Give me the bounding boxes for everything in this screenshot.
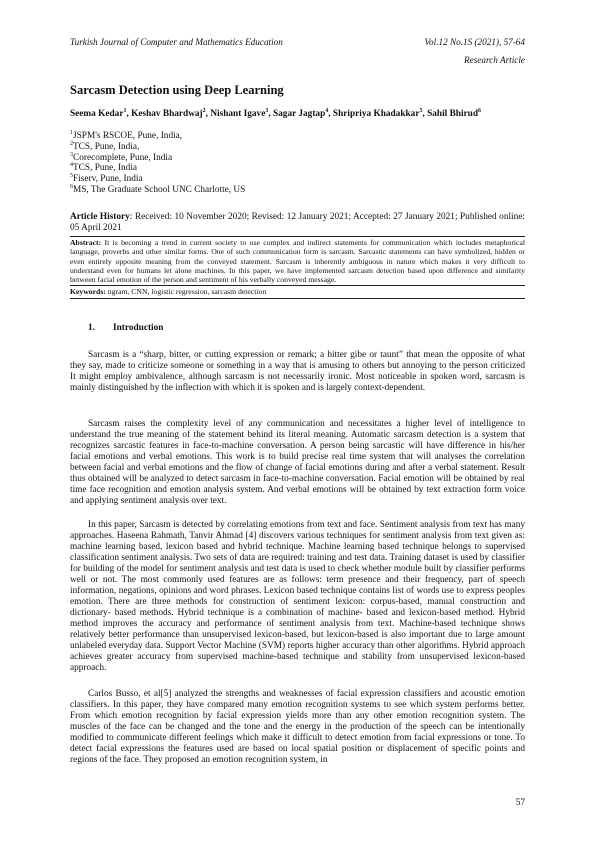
affiliation-text: Fiserv, Pune, India (73, 174, 143, 185)
author-name: Nishant Igave (210, 109, 266, 119)
author-name: Shripriya Khadakkar (332, 109, 420, 119)
journal-name: Turkish Journal of Computer and Mathematics Education (70, 37, 283, 47)
affiliation-sup: 5 (70, 173, 73, 180)
section-heading (88, 323, 163, 333)
paper-title: Sarcasm Detection using Deep Learning (70, 83, 284, 97)
affiliation-sup: 3 (70, 151, 73, 158)
affiliation-line (70, 131, 245, 142)
section-title: Introduction (113, 323, 164, 333)
paragraph-text: Sarcasm raises the complexity level of any communication and necessitates a higher level of intelligence to understand the true meaning of the statement behind its literal meaning. Automatic sarcasm detection is a system that recognizes sarcastic features in face-to-machine conversation. A person being sarcastic will have difference in his/her facial emotions and verbal emotions. This work is to build precise real time system that will analyses the correlation between facial and verbal emotions and the flow of change of facial emotions during and after a verbal statement. Result thus obtained will be analyzed to detect sarcasm in face-to-machine conversation. Facial emotion will be obtained by real time face recognition and emotion analysis system. And verbal emotions will be obtained by text extraction form voice and applying sentiment analysis over text. (70, 419, 525, 506)
body-paragraph-4 (70, 689, 525, 766)
article-history (70, 212, 525, 234)
author-name: Keshav Bhardwaj (131, 109, 203, 119)
affiliation-line (70, 185, 245, 196)
author-affil-sup: 4 (325, 108, 329, 114)
body-paragraph-2 (70, 419, 525, 507)
author-name: Seema Kedar (70, 109, 124, 119)
affiliation-text: Corecomplete, Pune, India (73, 152, 173, 163)
affiliation-line (70, 142, 245, 153)
body-paragraph-1 (70, 350, 525, 394)
history-label: Article History (70, 212, 130, 222)
author-affil-sup: 2 (202, 108, 206, 114)
running-header (70, 37, 525, 49)
author-affil-sup: 3 (265, 108, 269, 114)
paragraph-text: Sarcasm is a “sharp, bitter, or cutting expression or remark; a bitter gibe or taunt” that mean the opposite of what they say, made to criticize someone or something in a way that is amusing to others but annoying to the person criticized It might employ ambivalence, although sarcasm is not necessarily ironic. Most noticeable in spoken word, sarcasm is mainly distinguished by the inflection with which it is spoken and is largely context-dependent. (70, 350, 525, 393)
keywords-text: ngram, CNN, logistic regression, sarcasm detection (105, 287, 267, 297)
page-number: 57 (515, 798, 525, 808)
author-name: Sagar Jagtap (272, 109, 326, 119)
affiliation-line (70, 153, 245, 164)
volume-info: Vol.12 No.1S (2021), 57-64 (424, 37, 525, 47)
abstract-label: Abstract: (70, 238, 102, 247)
keywords-label: Keywords: (70, 287, 106, 297)
affiliation-sup: 6 (70, 183, 73, 190)
affiliation-sup: 2 (70, 140, 73, 147)
author-affil-sup: 5 (419, 108, 423, 114)
abstract (70, 238, 525, 285)
author-affil-sup: 6 (478, 108, 482, 114)
affiliation-sup: 1 (70, 130, 73, 136)
affiliation-sup: 4 (70, 162, 73, 169)
author-affil-sup: 1 (123, 108, 127, 114)
affiliation-line (70, 174, 245, 185)
affiliation-text: JSPM's RSCOE, Pune, India, (73, 131, 183, 141)
affiliation-text: TCS, Pune, India (73, 163, 138, 174)
paragraph-text: In this paper, Sarcasm is detected by correlating emotions from text and face. Sentiment analysis from text has many approaches. Haseena Rahmath, Tanvir Ahmad [4] discovers various techniques for sentiment analysis from text given as: machine learning based, lexicon based and hybrid technique. Machine learning based technique belongs to supervised classification sentiment analysis. Two sets of data are required: training and test data. Training dataset is used by classifier for building of the model for sentiment analysis and test data is used to check whether module built by classifier performs well or not. The most commonly used features are as follows: term presence and their frequency, part of speech information, negations, opinions and word phrases. Lexicon based technique contains list of words use to express peoples emotion. There are three methods for construction of sentiment lexicon: corpus-based, manual construction and dictionary- based methods. Hybrid technique is a combination of machine- based and lexicon-based method. Hybrid method improves the accuracy and performance of sentiment analysis from text. Machine-based technique shows relatively better performance than unsupervised lexicon-based, but lexicon-based is also important due to large amount unlabeled everyday data. Support Vector Machine (SVM) reports higher accuracy than other algorithms. Hybrid approach achieves greater accuracy from supervised machine-based technique and stability from unsupervised lexicon-based approach. (70, 520, 525, 673)
author-list: Seema Kedar$^1$, Keshav Bhardwaj$^2$, Nishant Igave$^3$, Sagar Jagtap$^4$, Shripriya Khadakkar$^5$, Sahil Bhirud$^6$ (70, 108, 482, 119)
affiliation-text: TCS, Pune, India, (73, 141, 140, 152)
affiliation-text: MS, The Graduate School UNC Charlotte, US (73, 184, 246, 195)
history-dates: : Received: 10 November 2020; Revised: 12 January 2021; Accepted: 27 January 2021; Published online: 05 April 2021 (70, 212, 525, 233)
article-type: Research Article (464, 55, 525, 65)
affiliation-line (70, 163, 245, 174)
keywords (70, 285, 525, 296)
affiliations (70, 131, 245, 196)
author-name: Sahil Bhirud (427, 109, 479, 119)
abstract-box (70, 236, 525, 299)
section-number: 1. (88, 323, 95, 333)
paragraph-text: Carlos Busso, et al[5] analyzed the strengths and weaknesses of facial expression classifiers and acoustic emotion classifiers. In this paper, they have compared many emotion recognition systems to see which system performs better. From which emotion recognition by facial expression yields more than any other emotion recognition system. The muscles of the face can be changed and the tone and the energy in the production of the speech can be intentionally modified to communicate different feelings which make it difficult to detect emotion from facial expressions or tone. To detect facial expressions the features used are based on local spatial position or displacement of specific points and regions of the face. They proposed an emotion recognition system, in (70, 689, 525, 765)
abstract-text: It is becoming a trend in current society to use complex and indirect statements for communication which includes metaphorical language, proverbs and other similar forms. One of such communication form is sarcasm. Sarcastic statements can have symbolized, hidden or even entirely opposite meaning from the conveyed statement. Sarcasm is inherently ambiguous in nature which makes it very difficult to understand even for humans let alone machines. In this paper, we have implemented sarcasm detection based upon difference and similarity between facial emotion of the person and sentiment of his verbally conveyed message. (70, 238, 525, 285)
body-paragraph-3 (70, 520, 525, 674)
